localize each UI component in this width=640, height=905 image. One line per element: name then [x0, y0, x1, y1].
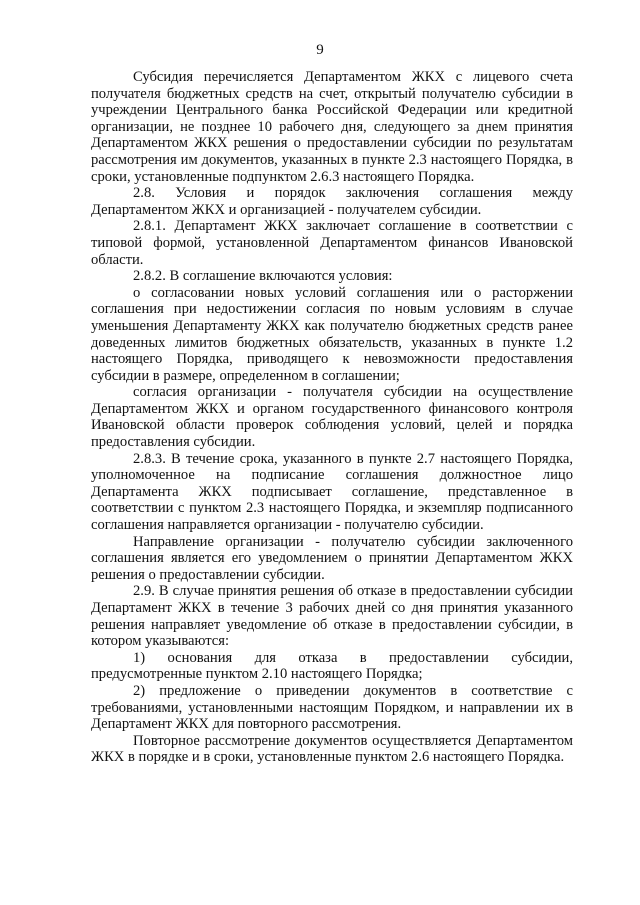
paragraph-condition-new-terms: о согласовании новых условий соглашения или о расторжении соглашения при недостижении согласия по новым условиям в случае уменьшения Департаменту ЖКХ как получателю бюджетных средств ранее доведенных лимитов бюджетных обязательств, указанных в пункте 1.2 настоящего Порядка, приводящего к невозможности предоставления субсидии в размере, определенном в соглашении; — [91, 284, 573, 384]
paragraph-condition-consent: согласия организации - получателя субсидии на осуществление Департаментом ЖКХ и органом государственного финансового контроля Ивановской области проверок соблюдения условий, целей и порядка предоставления субсидии. — [91, 384, 573, 451]
paragraph-2-8-3: 2.8.3. В течение срока, указанного в пункте 2.7 настоящего Порядка, уполномоченное на подписание соглашения должностное лицо Департамента ЖКХ подписывает соглашение, представленное в соответствии с пунктом 2.3 настоящего Порядка, и экземпляр подписанного соглашения направляется организации - получателю субсидии. — [91, 450, 573, 534]
paragraph-notification: Направление организации - получателю субсидии заключенного соглашения является его уведомлением о принятии Департаментом ЖКХ решения о предоставлении субсидии. — [91, 533, 573, 583]
paragraph-2-8-2: 2.8.2. В соглашение включаются условия: — [133, 268, 393, 285]
page-number: 9 — [316, 42, 324, 58]
paragraph-2-9: 2.9. В случае принятия решения об отказе в предоставлении субсидии Департамент ЖКХ в течение 3 рабочих дней со дня принятия указанного решения направляет уведомление об отказе в предоставлении субсидии, в котором указываются: — [91, 583, 573, 650]
paragraph-subsidy-transfer: Субсидия перечисляется Департаментом ЖКХ с лицевого счета получателя бюджетных средств на счет, открытый получателю субсидии в учреждении Центрального банка Российской Федерации или кредитной организации, не позднее 10 рабочего дня, следующего за днем принятия Департаментом ЖКХ решения о предоставлении субсидии по результатам рассмотрения им документов, указанных в пункте 2.3 настоящего Порядка, в сроки, установленные подпунктом 2.6.3 настоящего Порядка. — [91, 69, 573, 185]
paragraph-2-8: 2.8. Условия и порядок заключения соглашения между Департаментом ЖКХ и организацией - получателем субсидии. — [91, 185, 573, 218]
paragraph-refusal-grounds: 1) основания для отказа в предоставлении субсидии, предусмотренные пунктом 2.10 настоящего Порядка; — [91, 649, 573, 683]
paragraph-refusal-proposal: 2) предложение о приведении документов в соответствие с требованиями, установленными настоящим Порядком, и направлении их в Департамент ЖКХ для повторного рассмотрения. — [91, 682, 573, 733]
document-body — [91, 69, 573, 766]
paragraph-2-8-1: 2.8.1. Департамент ЖКХ заключает соглашение в соответствии с типовой формой, установленной Департаментом финансов Ивановской области. — [91, 218, 573, 268]
paragraph-repeat-review: Повторное рассмотрение документов осуществляется Департаментом ЖКХ в порядке и в сроки, установленные пунктом 2.6 настоящего Порядка. — [91, 732, 573, 766]
